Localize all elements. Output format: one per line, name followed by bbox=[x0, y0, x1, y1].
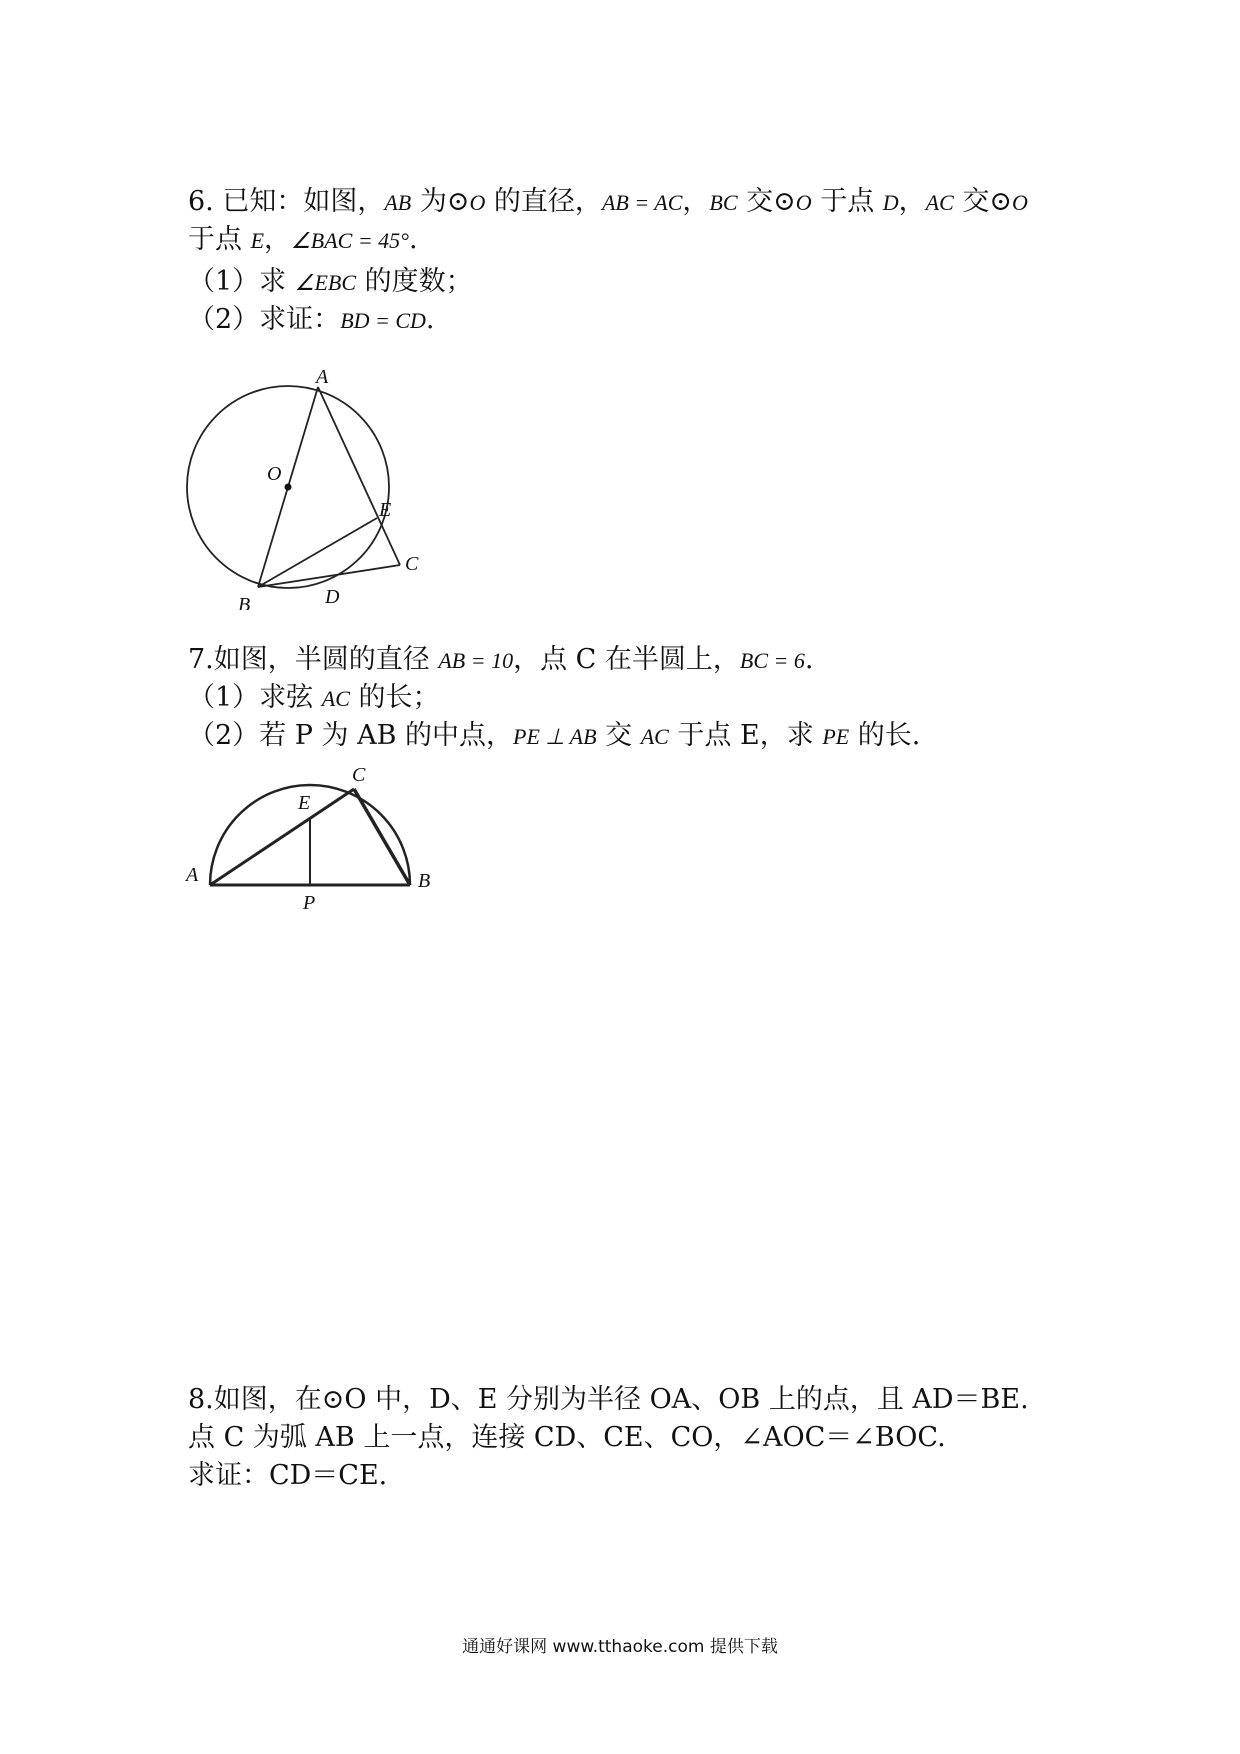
label-c: C bbox=[405, 553, 419, 575]
label-d: D bbox=[325, 586, 340, 608]
label-a: A bbox=[186, 864, 199, 886]
label-a: A bbox=[316, 370, 329, 388]
problem8-line3: 求证：CD＝CE. bbox=[188, 1460, 388, 1491]
center-point-o bbox=[285, 484, 292, 491]
chord-bc bbox=[354, 789, 410, 885]
label-p: P bbox=[303, 892, 316, 910]
label-b: B bbox=[418, 870, 431, 892]
label-o: O bbox=[267, 463, 282, 485]
problem7-part1: （1）求弦 AC 的长； bbox=[188, 682, 440, 713]
chord-ac bbox=[210, 789, 354, 885]
problem6-figure bbox=[170, 370, 440, 610]
problem7-figure bbox=[180, 760, 450, 910]
label-e: E bbox=[379, 499, 392, 521]
footer-source: 通通好课网 www.tthaoke.com 提供下载 bbox=[462, 1637, 778, 1657]
problem6-line1: 6. 已知：如图，AB 为⊙O 的直径，AB = AC，BC 交⊙O 于点 D，AC 交⊙O bbox=[188, 186, 1028, 217]
problem7-line1: 7.如图，半圆的直径 AB = 10，点 C 在半圆上，BC = 6. bbox=[188, 644, 814, 675]
segment-bc bbox=[258, 565, 400, 587]
label-b: B bbox=[238, 594, 251, 610]
problem6-part1: （1）求 ∠EBC 的度数； bbox=[188, 266, 473, 297]
label-e: E bbox=[298, 792, 311, 814]
label-c: C bbox=[352, 764, 366, 786]
problem7-part2: （2）若 P 为 AB 的中点，PE ⊥ AB 交 AC 于点 E，求 PE 的长. bbox=[188, 720, 921, 751]
problem8-line2: 点 C 为弧 AB 上一点，连接 CD、CE、CO，∠AOC＝∠BOC. bbox=[188, 1422, 946, 1453]
problem8-line1: 8.如图，在⊙O 中，D、E 分别为半径 OA、OB 上的点，且 AD＝BE. bbox=[188, 1384, 1029, 1415]
problem6-part2: （2）求证：BD = CD. bbox=[188, 304, 435, 335]
problem6-line2: 于点 E，∠BAC = 45°. bbox=[188, 224, 418, 255]
